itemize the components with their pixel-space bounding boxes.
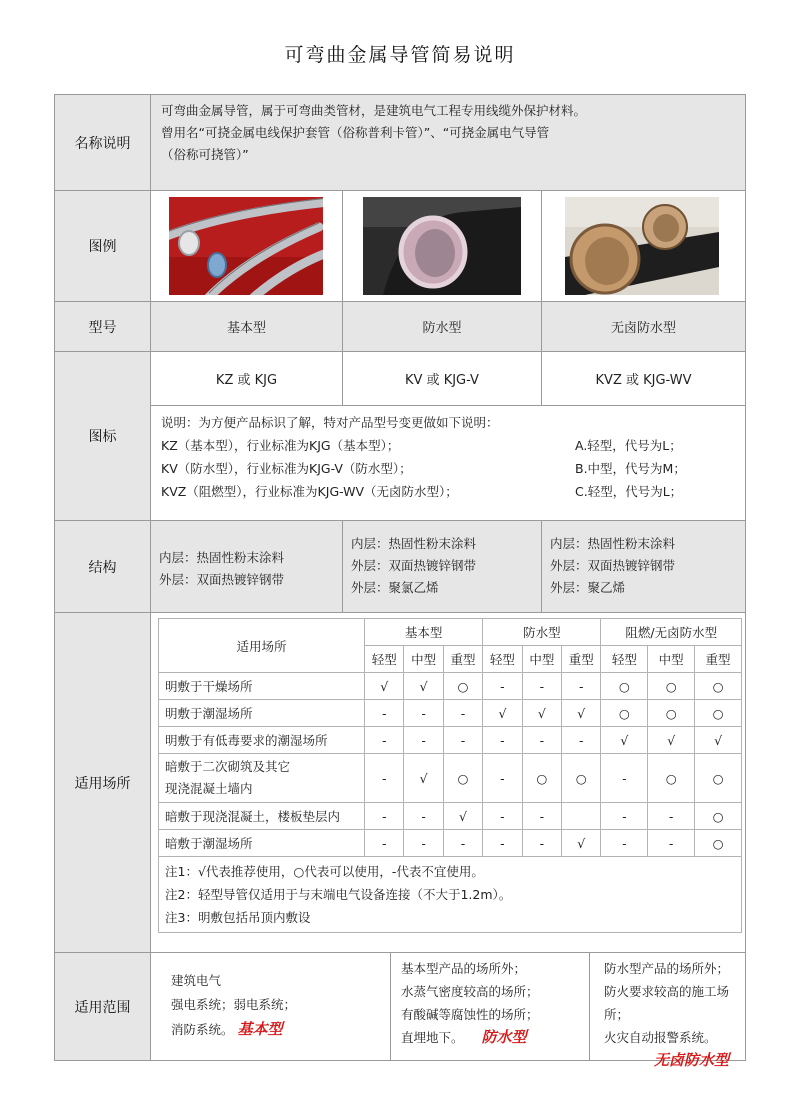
usage-mark: - — [483, 830, 522, 857]
icon-right-line: B.中型，代号为M； — [575, 461, 686, 476]
usage-place: 明敷于潮湿场所 — [159, 700, 365, 727]
code-basic: KZ 或 KJG — [151, 352, 342, 406]
icon-line — [161, 457, 735, 480]
structure-line: 内层：热固性粉末涂料 — [351, 536, 477, 551]
icon-intro: 说明：为方便产品标识了解，特对产品型号变更做如下说明： — [161, 415, 499, 430]
usage-mark: ○ — [695, 700, 742, 727]
usage-sub-header: 中型 — [648, 646, 695, 673]
structure-label: 结构 — [55, 521, 151, 612]
scope-text: 直埋地下。 — [401, 1030, 464, 1045]
name-label: 名称说明 — [55, 95, 151, 190]
usage-mark: √ — [562, 700, 601, 727]
usage-sub-header: 重型 — [443, 646, 482, 673]
scope-line: 防火要求较高的施工场所； — [604, 984, 730, 1022]
usage-mark: √ — [483, 700, 522, 727]
usage-sub-header: 重型 — [562, 646, 601, 673]
usage-mark: √ — [404, 673, 443, 700]
halogen-free-conduit-photo — [565, 197, 719, 295]
usage-table-row — [159, 673, 742, 700]
usage-place-line: 暗敷于二次砌筑及其它 — [165, 759, 291, 774]
model-label: 型号 — [55, 302, 151, 351]
usage-note: 注1：√代表推荐使用，○代表可以使用，-代表不宜使用。 — [165, 864, 484, 879]
waterproof-conduit-photo — [363, 197, 521, 295]
usage-mark: ○ — [695, 754, 742, 803]
usage-mark: - — [648, 830, 695, 857]
usage-table-row — [159, 803, 742, 830]
usage-mark: - — [601, 754, 648, 803]
scope-line — [401, 1026, 589, 1049]
usage-mark: - — [404, 803, 443, 830]
waterproof-stamp: 防水型 — [481, 1028, 527, 1046]
scope-text: 消防系统。 — [171, 1022, 234, 1037]
usage-sub-header: 重型 — [695, 646, 742, 673]
usage-mark: √ — [695, 727, 742, 754]
usage-mark: - — [483, 803, 522, 830]
scope-line: 有酸碱等腐蚀性的场所； — [401, 1007, 539, 1022]
name-line: 可弯曲金属导管，属于可弯曲类管材，是建筑电气工程专用线缆外保护材料。 — [161, 103, 587, 118]
structure-line: 内层：热固性粉末涂料 — [159, 550, 285, 565]
usage-mark: - — [522, 673, 561, 700]
usage-mark: ○ — [443, 754, 482, 803]
usage-mark: √ — [365, 673, 404, 700]
usage-mark: √ — [443, 803, 482, 830]
usage-mark: - — [443, 727, 482, 754]
structure-line: 外层：双面热镀锌钢带 — [550, 558, 676, 573]
usage-mark: - — [483, 673, 522, 700]
usage-mark: ○ — [648, 673, 695, 700]
usage-notes — [159, 857, 742, 933]
usage-mark: - — [522, 803, 561, 830]
usage-group-header: 基本型 — [365, 619, 483, 646]
usage-place — [159, 754, 365, 803]
usage-mark: √ — [648, 727, 695, 754]
usage-mark: - — [562, 673, 601, 700]
scope-row — [54, 952, 746, 1069]
usage-mark: - — [522, 830, 561, 857]
usage-notes-row — [159, 857, 742, 933]
name-line: 曾用名“可挠金属电线保护套管（俗称普利卡管）”、“可挠金属电气导管 — [161, 125, 550, 140]
icon-right-line: C.轻型，代号为L； — [575, 484, 683, 499]
scope-line: 强电系统；弱电系统； — [171, 997, 297, 1012]
basic-type-stamp: 基本型 — [237, 1020, 283, 1038]
usage-mark: - — [562, 727, 601, 754]
name-description — [151, 95, 745, 190]
usage-mark: ○ — [648, 754, 695, 803]
page-title: 可弯曲金属导管简易说明 — [284, 44, 516, 66]
scope-line: 建筑电气 — [171, 973, 222, 988]
legend-row — [54, 190, 746, 302]
name-row — [54, 94, 746, 191]
usage-row — [54, 612, 746, 953]
usage-mark: - — [483, 727, 522, 754]
model-halogen-free: 无卤防水型 — [541, 302, 745, 351]
icon-right-line: A.轻型，代号为L； — [575, 438, 682, 453]
icon-left-line: KVZ（阻燃型），行业标准为KJG-WV（无卤防水型）； — [161, 484, 458, 499]
usage-mark: ○ — [695, 673, 742, 700]
usage-note: 注2：轻型导管仅适用于与末端电气设备连接（不大于1.2m）。 — [165, 887, 512, 902]
icon-row — [54, 351, 746, 521]
usage-mark: ○ — [443, 673, 482, 700]
scope-line: 防水型产品的场所外； — [604, 961, 730, 976]
usage-mark: √ — [562, 830, 601, 857]
usage-sub-header: 轻型 — [601, 646, 648, 673]
model-row — [54, 301, 746, 352]
scope-line: 水蒸气密度较高的场所； — [401, 984, 539, 999]
usage-mark: - — [483, 754, 522, 803]
usage-sub-header: 中型 — [522, 646, 561, 673]
structure-halogen-free — [541, 521, 745, 612]
halogen-free-stamp: 无卤防水型 — [654, 1051, 730, 1069]
structure-line: 内层：热固性粉末涂料 — [550, 536, 676, 551]
legend-label: 图例 — [55, 191, 151, 301]
scope-halogen-free — [589, 953, 745, 1069]
usage-mark: - — [443, 830, 482, 857]
usage-table-row — [159, 700, 742, 727]
usage-mark: - — [522, 727, 561, 754]
usage-mark: - — [601, 803, 648, 830]
usage-table-row — [159, 830, 742, 857]
usage-table — [158, 618, 742, 933]
usage-mark: - — [404, 700, 443, 727]
usage-mark: - — [404, 830, 443, 857]
structure-line: 外层：聚乙烯 — [550, 580, 626, 595]
usage-mark: √ — [601, 727, 648, 754]
usage-mark: - — [365, 754, 404, 803]
structure-line: 外层：聚氯乙烯 — [351, 580, 439, 595]
usage-mark: - — [365, 727, 404, 754]
usage-mark: - — [601, 830, 648, 857]
scope-line — [171, 1017, 390, 1042]
scope-basic — [151, 953, 390, 1060]
model-waterproof: 防水型 — [342, 302, 541, 351]
code-halogen-free: KVZ 或 KJG-WV — [541, 352, 745, 406]
structure-line: 外层：双面热镀锌钢带 — [351, 558, 477, 573]
scope-line — [604, 1049, 745, 1072]
usage-mark: - — [443, 700, 482, 727]
code-waterproof: KV 或 KJG-V — [342, 352, 541, 406]
usage-sub-header: 轻型 — [483, 646, 522, 673]
usage-sub-header: 中型 — [404, 646, 443, 673]
scope-label: 适用范围 — [55, 953, 151, 1060]
icon-left-line: KV（防水型），行业标准为KJG-V（防水型）； — [161, 461, 412, 476]
usage-mark: ○ — [601, 700, 648, 727]
usage-mark — [562, 803, 601, 830]
usage-place: 暗敷于潮湿场所 — [159, 830, 365, 857]
usage-note: 注3：明敷包括吊顶内敷设 — [165, 910, 311, 925]
usage-mark: ○ — [522, 754, 561, 803]
usage-label: 适用场所 — [55, 613, 151, 952]
legend-sep — [541, 191, 542, 301]
usage-mark: √ — [522, 700, 561, 727]
usage-group-header: 防水型 — [483, 619, 601, 646]
icon-line — [161, 434, 735, 457]
usage-table-wrap — [151, 613, 745, 952]
model-basic: 基本型 — [151, 302, 342, 351]
usage-place-line: 现浇混凝土墙内 — [165, 781, 253, 796]
basic-conduit-photo — [169, 197, 323, 295]
usage-mark: - — [365, 700, 404, 727]
usage-place: 明敷于有低毒要求的潮湿场所 — [159, 727, 365, 754]
usage-mark: - — [365, 830, 404, 857]
scope-line: 火灾自动报警系统。 — [604, 1030, 717, 1045]
usage-mark: ○ — [695, 830, 742, 857]
icon-label: 图标 — [55, 352, 151, 520]
usage-mark: - — [365, 803, 404, 830]
usage-mark: - — [648, 803, 695, 830]
usage-table-row — [159, 754, 742, 803]
usage-mark: - — [404, 727, 443, 754]
structure-waterproof — [342, 521, 541, 612]
usage-sub-header: 轻型 — [365, 646, 404, 673]
usage-place: 暗敷于现浇混凝土，楼板垫层内 — [159, 803, 365, 830]
icon-left-line: KZ（基本型），行业标准为KJG（基本型）； — [161, 438, 400, 453]
usage-mark: ○ — [601, 673, 648, 700]
usage-group-header: 阻燃/无卤防水型 — [601, 619, 742, 646]
usage-mark: ○ — [562, 754, 601, 803]
name-line: （俗称可挠管）” — [161, 147, 249, 162]
structure-basic — [151, 521, 342, 612]
scope-line: 基本型产品的场所外； — [401, 961, 527, 976]
structure-line: 外层：双面热镀锌钢带 — [159, 572, 285, 587]
usage-place: 明敷于干燥场所 — [159, 673, 365, 700]
usage-mark: ○ — [695, 803, 742, 830]
usage-table-row — [159, 727, 742, 754]
legend-sep — [342, 191, 343, 301]
structure-row — [54, 520, 746, 613]
usage-mark: ○ — [648, 700, 695, 727]
usage-place-header: 适用场所 — [159, 619, 365, 673]
icon-line — [161, 480, 735, 503]
scope-waterproof — [390, 953, 589, 1060]
icon-explanation — [151, 406, 745, 520]
usage-mark: √ — [404, 754, 443, 803]
